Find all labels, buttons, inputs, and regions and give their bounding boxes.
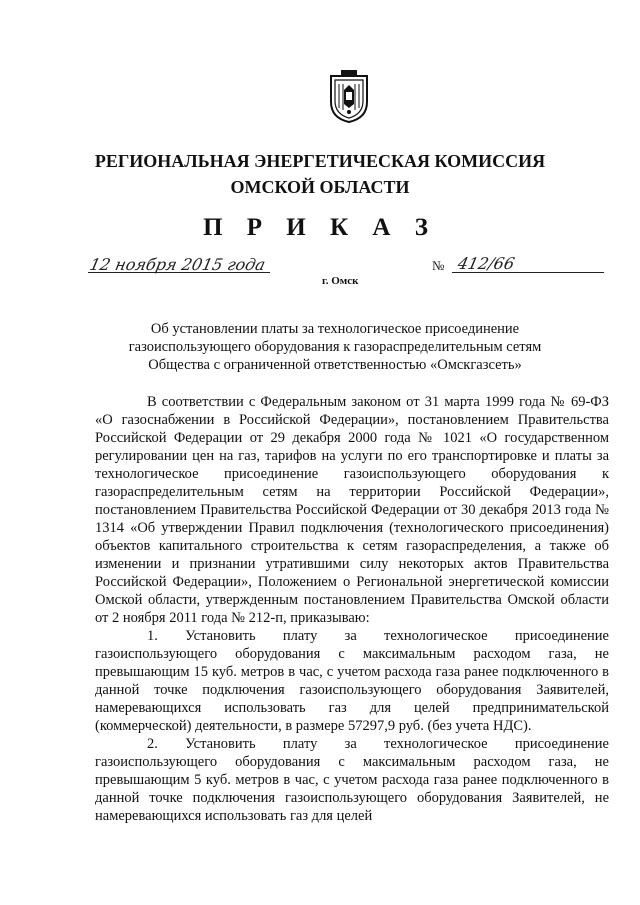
subject-line2: газоиспользующего оборудования к газораспределительным сетям xyxy=(128,339,542,355)
document-title: П Р И К А З xyxy=(203,214,437,241)
item-1-paragraph: 1. Установить плату за технологическое присоединение газоиспользующего оборудования с максимальным расходом газа, не превышающим 15 куб. метров в час, с учетом расхода газа ранее подключенного в данной точке подключения газоиспользующего оборудования Заявителей, намеревающихся использовать газ для целей предпринимательской (коммерческой) деятельности, в размере 57297,9 руб. (без учета НДС). xyxy=(95,628,609,734)
number-label: № xyxy=(432,258,445,273)
preamble-paragraph: В соответствии с Федеральным законом от 31 марта 1999 года № 69-ФЗ «О газоснабжении в Российской Федерации», постановлением Правительства Российской Федерации от 29 декабря 2000 года № 1021 «О государственном регулировании цен на газ, тарифов на услуги по его транспортировке и платы за технологическое присоединение газоиспользующего оборудования к газораспределительным сетям на территории Российской Федерации», постановлением Правительства Российской Федерации от 30 декабря 2013 года № 1314 «Об утверждении Правил подключения (технологического присоединения) объектов капитального строительства к сетям газораспределения, а также об изменении и признании утратившими силу некоторых актов Правительства Российской Федерации», Положением о Региональной энергетической комиссии Омской области, утвержденным постановлением Правительства Омской области от 2 ноября 2011 года № 212-п, приказываю: xyxy=(95,394,609,626)
omsk-coat-of-arms-emblem xyxy=(327,68,371,124)
organization-name-line1: РЕГИОНАЛЬНАЯ ЭНЕРГЕТИЧЕСКАЯ КОМИССИЯ xyxy=(94,151,546,171)
date-underline xyxy=(88,272,270,273)
organization-name-line2: ОМСКОЙ ОБЛАСТИ xyxy=(230,177,410,197)
number-underline xyxy=(452,272,604,273)
city-label: г. Омск xyxy=(322,275,359,287)
item-2-paragraph: 2. Установить плату за технологическое присоединение газоиспользующего оборудования с максимальным расходом газа, не превышающим 5 куб. метров в час, с учетом расхода газа ранее подключенного в данной точке подключения газоиспользующего оборудования Заявителей, не намеревающихся использовать газ для целей xyxy=(95,736,609,824)
subject-line3: Общества с ограниченной ответственностью «Омскгазсеть» xyxy=(148,357,522,373)
handwritten-number: 412/66 xyxy=(455,254,517,273)
subject-line1: Об установлении платы за технологическое присоединение xyxy=(150,321,520,337)
order-body xyxy=(95,393,609,825)
handwritten-date: 12 ноября 2015 года xyxy=(87,255,268,274)
order-subject xyxy=(100,320,570,374)
